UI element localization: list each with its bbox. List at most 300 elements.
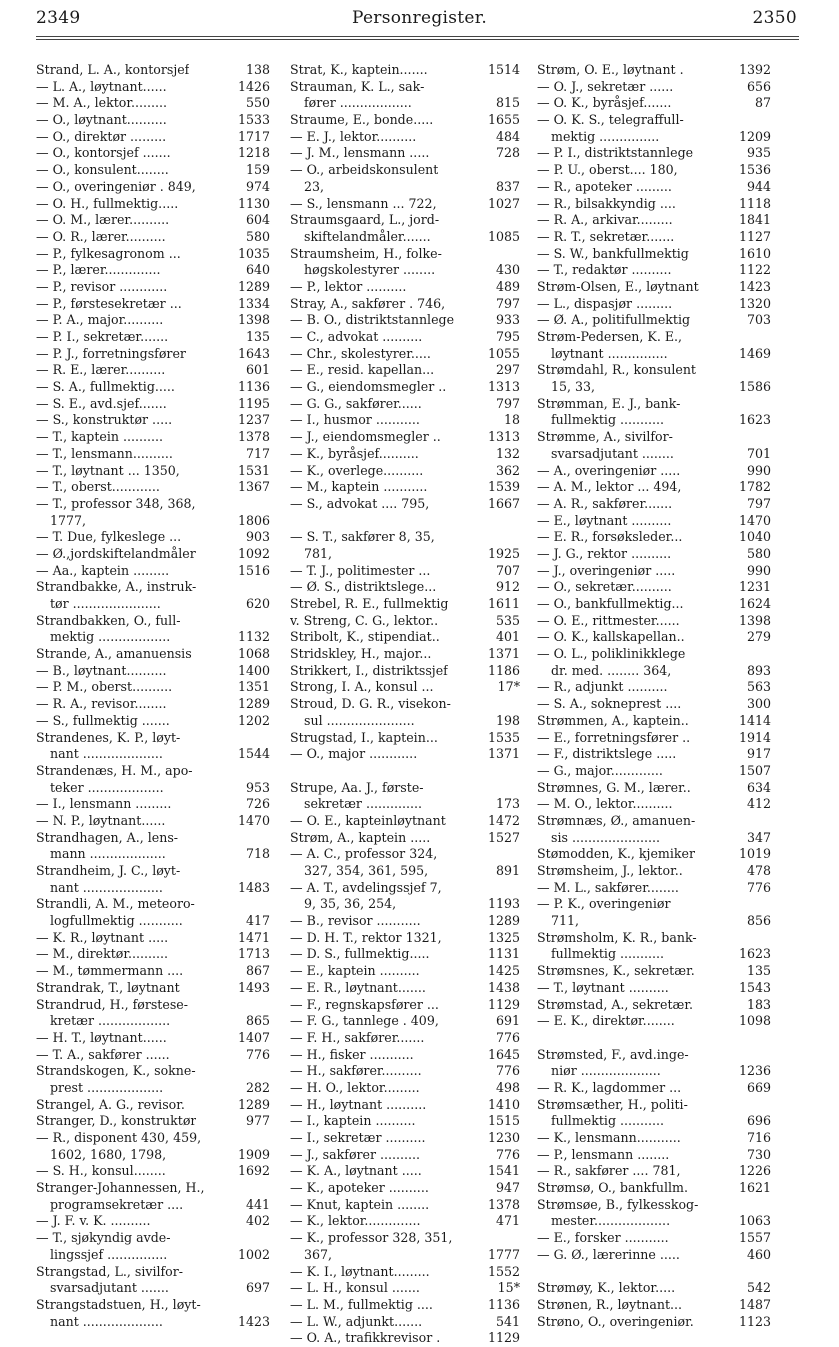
index-entry [290,312,520,329]
entry-text: Strandbakken, O., full- [36,612,181,628]
index-entry [537,1163,771,1180]
index-entry [537,997,771,1014]
entry-text: Strupe, Aa. J., første- [290,779,424,795]
entry-text: — B. O., distriktstannlege [290,312,455,328]
entry-page-number: 1717 [237,128,270,144]
index-entry [36,463,270,480]
entry-page-number [262,1130,270,1147]
index-entry [537,362,771,379]
entry-page-number [512,212,520,229]
entry-text: — S. H., konsul........ [36,1163,166,1179]
entry-page-number: 1543 [738,979,771,995]
index-entry [36,963,270,980]
entry-page-number [512,162,520,179]
index-entry [290,613,520,630]
entry-text: — E. J., lektor.......... [290,128,417,144]
entry-text: Strømøy, K., lektor..... [537,1280,676,1296]
entry-text: — F., distriktslege ..... [537,746,677,762]
entry-page-number: 542 [746,1280,771,1296]
entry-page-number: 691 [495,1013,520,1029]
entry-page-number: 604 [245,212,270,228]
entry-text: mann ................... [50,846,166,862]
index-entry [36,596,270,613]
index-entry [36,513,270,530]
index-entry [290,1147,520,1164]
entry-text: — J. M., lensmann ..... [290,145,430,161]
entry-text: — F., regnskapsfører ... [290,996,439,1012]
index-entry [537,1147,771,1164]
entry-page-number: 417 [245,913,270,929]
entry-page-number: 891 [495,863,520,878]
entry-page-number: 563 [746,679,771,695]
index-entry [36,1280,270,1297]
entry-text: Strømme, A., sivilfor- [537,429,673,445]
entry-page-number: 402 [245,1213,270,1229]
entry-text: — R., adjunkt .......... [537,679,668,695]
index-entry [36,62,270,79]
entry-page-number: 1313 [487,429,520,445]
entry-page-number: 550 [245,95,270,111]
entry-text: Strønen, R., løytnant... [537,1296,683,1312]
index-entry [36,1047,270,1064]
entry-page-number: 135 [746,963,771,979]
entry-text: Strømmen, A., kaptein.. [537,712,689,728]
entry-text: Strandbakke, A., instruk- [36,579,197,595]
index-entry [537,629,771,646]
index-entry [36,613,270,630]
entry-text: Strømstad, A., sekretær. [537,996,693,1012]
entry-page-number: 1533 [237,112,270,128]
index-entry [290,896,520,913]
entry-text: Strømsø, O., bankfullm. [537,1180,688,1196]
index-entry [36,362,270,379]
entry-text: — M. L., sakfører........ [537,879,679,895]
entry-page-number [763,112,771,129]
entry-text: — J., eiendomsmegler .. [290,429,441,445]
entry-page-number: 1611 [487,596,520,611]
entry-page-number: 1425 [487,963,520,979]
index-entry [537,880,771,897]
index-entry [36,329,270,346]
entry-page-number: 1130 [237,195,270,211]
entry-text: — H., sakfører.......... [290,1063,422,1079]
entry-text: 711, [551,913,580,929]
index-entry [537,763,771,780]
index-entry [290,396,520,413]
index-entry [290,229,520,246]
index-entry [537,830,771,847]
entry-text: fullmektig ........... [551,412,665,428]
entry-page-number: 1539 [487,479,520,495]
entry-text: — R. K., lagdommer ... [537,1079,682,1095]
entry-text: — G., eiendomsmegler .. [290,379,447,395]
entry-page-number [763,1047,771,1064]
entry-text: — T., løytnant ... 1350, [36,462,180,478]
entry-page-number: 183 [746,996,771,1012]
entry-text: Strangstad, L., sivilfor- [36,1263,184,1279]
index-entry [290,112,520,129]
entry-page-number: 917 [746,746,771,762]
index-entry [36,713,270,730]
entry-page-number: 1623 [738,412,771,428]
entry-text: — P. A., major.......... [36,312,164,328]
entry-page-number: 1136 [487,1296,520,1312]
entry-text: — I., lensmann ......... [36,796,172,812]
entry-page-number [262,830,270,847]
entry-page-number: 15* [497,1280,520,1296]
entry-text: — K. R., løytnant ..... [36,929,169,945]
index-entry [290,1063,520,1080]
entry-page-number: 640 [245,262,270,278]
entry-page-number [763,1197,771,1214]
entry-text: — T., løytnant .......... [537,979,669,995]
index-entry [537,329,771,346]
entry-text: Stridskley, H., major... [290,646,432,662]
index-entry [537,529,771,546]
entry-page-number: 837 [495,178,520,194]
index-entry [36,997,270,1014]
entry-page-number: 412 [746,796,771,812]
entry-text: — B., løytnant.......... [36,662,167,678]
header-rule [36,36,799,37]
entry-page-number: 1019 [738,846,771,862]
entry-page-number: 1063 [738,1213,771,1229]
index-entry [290,1197,520,1214]
entry-page-number: 1002 [237,1246,270,1262]
entry-text: programsekretær .... [50,1196,184,1212]
entry-text: — A., overingeniør ..... [537,462,681,478]
entry-page-number: 1925 [487,545,520,561]
entry-text: Strand, L. A., kontorsjef [36,62,190,77]
entry-page-number: 1713 [237,946,270,962]
entry-text: — E., forsker ........... [537,1230,669,1246]
entry-text: — S., advokat .... 795, [290,495,430,511]
entry-page-number: 990 [746,562,771,578]
entry-text: — Chr., skolestyrer..... [290,345,431,361]
index-entry [290,796,520,813]
entry-page-number: 1193 [487,896,520,912]
entry-page-number: 401 [495,629,520,645]
entry-text: Strøm, O. E., løytnant . [537,62,684,77]
index-entry [537,1280,771,1297]
entry-text: 1777, [50,512,87,528]
index-entry [36,980,270,997]
index-entry [36,863,270,880]
index-entry [537,863,771,880]
index-entry [36,629,270,646]
index-entry [290,997,520,1014]
entry-page-number: 1040 [738,529,771,545]
entry-page-number [763,1264,771,1281]
entry-text: 1602, 1680, 1798, [50,1146,167,1162]
entry-page-number: 198 [495,712,520,728]
index-entry [290,763,520,780]
index-entry [36,479,270,496]
index-entry [537,212,771,229]
index-entry [290,346,520,363]
entry-page-number [512,246,520,263]
entry-text: Straumsheim, H., folke- [290,245,442,261]
index-entry [36,312,270,329]
index-entry [36,262,270,279]
entry-text: skiftelandmåler....... [304,228,431,244]
entry-page-number: 1544 [237,746,270,762]
entry-text: — E., løytnant .......... [537,512,672,528]
entry-text: — P. J., forretningsfører [36,345,186,361]
entry-text: løytnant ............... [551,345,668,361]
index-entry [36,730,270,747]
entry-text: — O., major ............ [290,746,418,762]
index-entry [290,880,520,897]
index-entry [290,246,520,263]
index-entry [537,896,771,913]
entry-text: Stranger, D., konstruktør [36,1113,197,1129]
entry-text: Stribolt, K., stipendiat.. [290,629,440,645]
index-entry [537,1013,771,1030]
entry-text: — S., fullmektig ....... [36,712,170,728]
entry-page-number: 1471 [237,929,270,945]
index-entry [537,813,771,830]
entry-page-number: 776 [495,1063,520,1079]
entry-text: — T. J., politimester ... [290,562,431,578]
entry-page-number: 430 [495,262,520,278]
entry-page-number: 656 [746,78,771,94]
index-entry [290,329,520,346]
index-entry [36,112,270,129]
entry-text: — L., dispasjør ......... [537,295,673,311]
entry-text: kretær .................. [50,1013,171,1029]
index-entry [290,1314,520,1331]
index-entry [290,529,520,546]
index-entry [537,679,771,696]
index-entry [36,546,270,563]
index-entry [36,796,270,813]
entry-page-number: 484 [495,128,520,144]
entry-page-number: 1230 [487,1130,520,1145]
entry-page-number: 541 [495,1313,520,1329]
entry-page-number: 1515 [487,1113,520,1129]
index-entry [36,946,270,963]
index-entry [537,796,771,813]
entry-text: — G., major............. [537,762,663,778]
index-entry [537,145,771,162]
entry-text: — Ø.,jordskiftelandmåler [36,545,196,561]
index-entry [290,296,520,313]
index-entry [537,1113,771,1130]
entry-page-number: 1320 [738,295,771,311]
entry-page-number: 1645 [487,1046,520,1062]
index-entry [537,279,771,296]
entry-text: Strømsholm, K. R., bank- [537,929,697,945]
entry-page-number: 1195 [237,395,270,411]
entry-page-number: 138 [245,62,270,77]
index-entry [290,429,520,446]
entry-text: — S. T., sakfører 8, 35, [290,529,435,545]
index-entry [290,1113,520,1130]
entry-text: 367, [304,1246,333,1262]
entry-page-number: 974 [245,178,270,194]
index-entry [36,846,270,863]
entry-page-number: 728 [495,145,520,161]
entry-page-number: 362 [495,462,520,478]
index-entry [36,763,270,780]
entry-page-number: 478 [746,863,771,878]
entry-page-number: 1068 [237,646,270,662]
index-entry [537,412,771,429]
entry-text: Strebel, R. E., fullmektig [290,596,449,611]
index-entry [290,946,520,963]
entry-text: Strauman, K. L., sak- [290,78,425,94]
index-entry [36,579,270,596]
entry-page-number: 933 [495,312,520,328]
entry-page-number [262,579,270,596]
entry-page-number: 953 [245,779,270,795]
index-entry [36,646,270,663]
entry-page-number: 1623 [738,946,771,962]
entry-text: — O., arbeidskonsulent [290,162,439,178]
entry-text: Strandrak, T., løytnant [36,979,180,995]
entry-page-number: 1132 [237,629,270,645]
entry-page-number: 867 [245,963,270,979]
index-entry [290,212,520,229]
index-entry [537,930,771,947]
index-entry [290,1047,520,1064]
index-entry [290,863,520,880]
entry-text: — H., løytnant .......... [290,1096,427,1112]
index-entry [36,679,270,696]
entry-text: — E. K., direktør........ [537,1013,675,1029]
index-entry [290,846,520,863]
entry-page-number: 1398 [237,312,270,328]
entry-page-number [262,1063,270,1080]
index-entry [290,679,520,696]
entry-text: — I., sekretær .......... [290,1130,426,1145]
entry-text: — K. I., løytnant......... [290,1263,430,1279]
entry-page-number: 1237 [237,412,270,428]
index-entry [36,179,270,196]
entry-page-number: 1129 [487,1330,520,1346]
index-entry [290,1213,520,1230]
entry-text: 327, 354, 361, 595, [304,863,429,878]
entry-page-number: 669 [746,1079,771,1095]
index-entry [36,1297,270,1314]
entry-text: Stranger-Johannessen, H., [36,1180,205,1196]
index-entry [290,162,520,179]
entry-text: — J., sakfører .......... [290,1146,421,1162]
entry-page-number: 1035 [237,245,270,261]
index-entry [36,1197,270,1214]
entry-page-number: 87 [754,95,771,111]
entry-text: — P., lektor .......... [290,278,407,294]
entry-page-number: 135 [245,329,270,344]
entry-page-number: 18 [503,412,520,428]
entry-text: — D. H. T., rektor 1321, [290,929,442,945]
index-entry [36,496,270,513]
index-entry [290,279,520,296]
index-entry [36,1180,270,1197]
entry-text: — P., lærer.............. [36,262,161,278]
index-entry [36,429,270,446]
index-entry [537,713,771,730]
entry-page-number: 947 [495,1180,520,1196]
entry-page-number: 1536 [738,162,771,178]
entry-text: — T., lensmann.......... [36,445,173,461]
entry-page-number [512,529,520,546]
entry-text: lingssjef ............... [50,1246,168,1262]
index-entry [290,1264,520,1281]
index-entry [537,396,771,413]
entry-text: — K., apoteker .......... [290,1180,429,1196]
entry-page-number: 1516 [237,562,270,578]
entry-page-number: 716 [746,1130,771,1145]
header-rule-second [36,39,799,40]
entry-text: — L. M., fullmektig .... [290,1296,433,1312]
entry-page-number: 173 [495,796,520,812]
index-entry [36,129,270,146]
index-entry [290,1297,520,1314]
entry-page-number: 1325 [487,929,520,945]
index-entry [537,379,771,396]
entry-page-number: 776 [746,879,771,895]
entry-page-number: 730 [746,1146,771,1162]
entry-page-number [763,429,771,446]
index-entry [537,446,771,463]
entry-page-number [763,1030,771,1047]
index-entry [537,980,771,997]
entry-page-number: 1610 [738,245,771,261]
entry-page-number: 990 [746,462,771,478]
index-entry [36,1230,270,1247]
entry-page-number: 1692 [237,1163,270,1179]
entry-text: Strøm-Pedersen, K. E., [537,329,683,344]
index-entry [36,746,270,763]
index-entry [290,179,520,196]
entry-page-number: 1469 [738,345,771,361]
entry-page-number: 1334 [237,295,270,311]
entry-page-number: 601 [245,362,270,378]
entry-text: fører .................. [304,95,412,111]
index-entry [537,162,771,179]
index-entry [537,1314,771,1331]
entry-text: — T., kaptein .......... [36,429,164,445]
index-entry [537,1030,771,1047]
index-column-2 [290,62,520,1347]
index-entry [290,1330,520,1347]
entry-text: — O. E., kapteinløytnant [290,812,446,828]
entry-page-number: 696 [746,1113,771,1129]
entry-text: Strømsnes, K., sekretær. [537,963,695,979]
entry-page-number: 1777 [487,1246,520,1262]
entry-text: nant .................... [50,746,163,762]
index-entry [537,429,771,446]
entry-text: Strømnæs, Ø., amanuen- [537,812,696,828]
entry-page-number [262,1180,270,1197]
entry-page-number [512,1230,520,1247]
entry-page-number: 297 [495,362,520,378]
entry-text: — E., forretningsfører .. [537,729,691,745]
index-entry [290,696,520,713]
index-entry [537,463,771,480]
index-entry [36,1030,270,1047]
index-entry [290,563,520,580]
entry-text: — S. E., avd.sjef....... [36,395,167,411]
index-entry [290,446,520,463]
entry-text: prest ................... [50,1079,164,1095]
entry-text: Strandheim, J. C., løyt- [36,863,181,878]
index-entry [537,1264,771,1281]
entry-page-number: 726 [245,796,270,812]
index-entry [537,1063,771,1080]
